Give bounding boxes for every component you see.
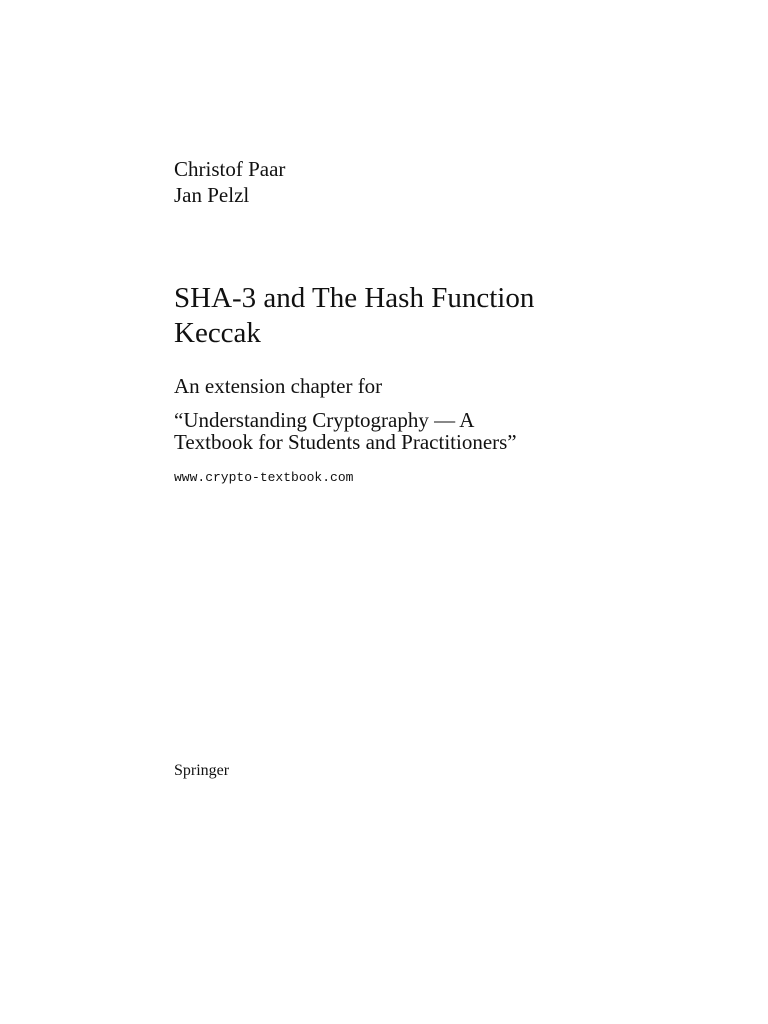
book-title	[174, 409, 517, 453]
document-title	[174, 281, 644, 351]
title-line: SHA-3 and The Hash Function	[174, 282, 535, 314]
title-line: Keccak	[174, 317, 261, 349]
subtitle: An extension chapter for	[174, 374, 383, 398]
book-title-line: “Understanding Cryptography — A	[174, 408, 475, 432]
author-name: Christof Paar	[174, 157, 286, 181]
author-name: Jan Pelzl	[174, 183, 250, 207]
publisher-name: Springer	[174, 762, 230, 779]
website-url: www.crypto-textbook.com	[174, 470, 354, 485]
book-title-line: Textbook for Students and Practitioners”	[174, 430, 517, 454]
author-list	[174, 156, 285, 208]
